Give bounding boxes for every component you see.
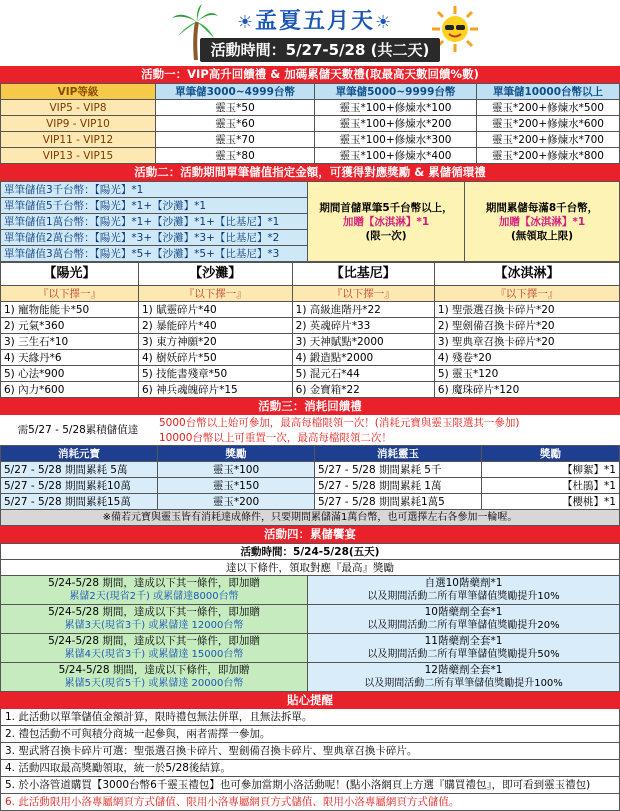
cumulative-table	[0, 543, 620, 692]
reward-option: 3) 三生石*10	[1, 334, 139, 350]
box-line: 期間首儲單筆5千台幣以上，	[319, 201, 453, 214]
table-row	[1, 576, 620, 605]
table-row	[1, 605, 620, 634]
tips-list	[0, 709, 620, 811]
reward-cell: 靈玉*80	[156, 148, 315, 164]
reward-option: 4) 鍛造點*2000	[292, 350, 434, 366]
tip-item: 4. 活動四取最高獎勵領取，統一於5/28後結算。	[0, 760, 620, 777]
tier1-header: 單筆儲3000~4999台幣	[156, 84, 315, 100]
reward-option: 1) 寵物能能卡*50	[1, 302, 139, 318]
reward-option: 5) 心法*900	[1, 366, 139, 382]
cell: 5/27 - 5/28 期間累耗15萬	[1, 494, 158, 510]
deposit-tier: 單筆儲值1萬台幣：【陽光】*1+【沙灘】*1+【比基尼】*1	[1, 214, 308, 230]
cell: 5/27 - 5/28 期間累耗 5千	[315, 462, 482, 478]
single-deposit-table	[0, 181, 620, 262]
cell: 靈玉*100	[158, 462, 315, 478]
reward-option: 1) 聖張選召換卡碎片*20	[434, 302, 619, 318]
reward-title: 【陽光】	[1, 263, 139, 286]
table-row	[1, 100, 620, 116]
table-row	[1, 148, 620, 164]
prize-detail: 以及期間活動二所有單筆儲值獎勵提升100%	[364, 678, 563, 689]
choose-one: 『以下擇一』	[1, 286, 139, 302]
rule-line: 5000台幣以上始可參加，最高每檔限領一次！(消耗元寶與靈玉限選其一參加)	[159, 416, 520, 429]
cell: 5/27 - 5/28 期間累耗10萬	[1, 478, 158, 494]
first-deposit-box	[308, 182, 465, 262]
sec4-condition: 達以下條件，領取對應『最高』獎勵	[1, 560, 620, 576]
reward-option: 3) 天神賦點*2000	[292, 334, 434, 350]
reward-cell: 靈玉*100+修煉水*300	[315, 132, 477, 148]
cell: 5/27 - 5/28 期間累耗1萬5	[315, 494, 482, 510]
vip-header: VIP等級	[1, 84, 156, 100]
reward-option: 5) 靈玉*120	[434, 366, 619, 382]
cond-line: 5/24-5/28 期間，達成以下條件，即加贈	[58, 664, 250, 676]
vip-level: VIP5 - VIP8	[1, 100, 156, 116]
footnote: ※備若元寶與靈玉皆有消耗達成條件，只要期間累儲滿1萬台幣，也可選擇左右各參加一輪喔。	[1, 510, 620, 526]
table-row	[1, 478, 620, 494]
reward-cell: 靈玉*200+修煉水*800	[477, 148, 620, 164]
tip-item: 3. 聖武將召換卡碎片可選：聖張選召換卡碎片、聖劍備召換卡碎片、聖典章召換卡碎片。	[0, 743, 620, 760]
reward-option: 4) 天緣丹*6	[1, 350, 139, 366]
deposit-tier: 單筆儲值2萬台幣：【陽光】*3+【沙灘】*3+【比基尼】*2	[1, 230, 308, 246]
prize-detail: 以及期間活動二所有單筆儲值獎勵提升20%	[367, 620, 560, 631]
prize-detail: 以及期間活動二所有單筆儲值獎勵提升10%	[367, 591, 560, 602]
reward-option: 6) 魔珠碎片*120	[434, 382, 619, 398]
reward-option: 3) 聖典章召換卡碎片*20	[434, 334, 619, 350]
deposit-tier: 單筆儲值3萬台幣：【陽光】*5+【沙灘】*5+【比基尼】*3	[1, 246, 308, 262]
vip-level: VIP13 - VIP15	[1, 148, 156, 164]
reward-option: 2) 暴能碎片*40	[138, 318, 292, 334]
table-row	[1, 116, 620, 132]
section1-bar: 活動一：VIP高升回饋禮 & 加碼累儲天數禮(取最高天數回饋%數)	[0, 66, 620, 83]
deposit-tier: 單筆儲值5千台幣：【陽光】*1+【沙灘】*1	[1, 198, 308, 214]
col-header: 消耗靈玉	[315, 446, 482, 462]
vip-level: VIP11 - VIP12	[1, 132, 156, 148]
reward-cell: 靈玉*100+修煉水*400	[315, 148, 477, 164]
prize-line: 自選10階藥劑*1	[424, 577, 503, 589]
reward-option: 2) 英魂碎片*33	[292, 318, 434, 334]
reward-option: 2) 元氣*360	[1, 318, 139, 334]
choose-one: 『以下擇一』	[292, 286, 434, 302]
prize-line: 12階藥劑全套*1	[424, 664, 503, 676]
cell: 5/27 - 5/28 期間累耗 1萬	[315, 478, 482, 494]
box-line: 期間累儲每滿8千台幣，	[485, 201, 599, 214]
cond-line: 5/24-5/28 期間，達成以下其一條件，即加贈	[48, 577, 260, 589]
event-time: 活動時間：5/27-5/28 (共二天)	[200, 38, 440, 62]
table-row	[1, 494, 620, 510]
cond-line: 5/24-5/28 期間，達成以下其一條件，即加贈	[48, 635, 260, 647]
reward-cell: 靈玉*100+修煉水*200	[315, 116, 477, 132]
col-header: 獎勵	[482, 446, 620, 462]
tip-item: 6. 此活動限用小洛專屬網頁方式儲值、限用小洛專屬網頁方式儲值、限用小洛專屬網頁方式儲值。	[0, 794, 620, 811]
requirement-text: 需5/27 - 5/28累積儲值達	[17, 424, 139, 436]
cond-line: 5/24-5/28 期間，達成以下其一條件，即加贈	[48, 606, 260, 618]
prize-line: 11階藥劑全套*1	[424, 635, 503, 647]
reward-title: 【冰淇淋】	[434, 263, 619, 286]
reward-option: 5) 技能書殘章*50	[138, 366, 292, 382]
vip-table	[0, 83, 620, 164]
box-line: 加贈【冰淇淋】*1	[498, 215, 586, 228]
box-line: (無領取上限)	[510, 229, 574, 242]
prize-detail: 以及期間活動二所有單筆儲值獎勵提升50%	[367, 649, 560, 660]
tip-item: 2. 禮包活動不可與積分商城一起參與，兩者需擇一參加。	[0, 726, 620, 743]
section4-bar: 活動四：累儲饗宴	[0, 526, 620, 543]
cumulative-deposit-box	[465, 182, 620, 262]
reward-option: 6) 神兵魂魄碎片*15	[138, 382, 292, 398]
choose-one: 『以下擇一』	[434, 286, 619, 302]
reward-option: 2) 聖劍備召換卡碎片*20	[434, 318, 619, 334]
reward-title: 【沙灘】	[138, 263, 292, 286]
section2-bar: 活動二：活動期間單筆儲值指定金額，可獲得對應獎勵 & 累儲循環禮	[0, 164, 620, 181]
requirement-label	[0, 415, 156, 445]
cell: 靈玉*150	[158, 478, 315, 494]
table-row	[1, 663, 620, 692]
box-line: 加贈【冰淇淋】*1	[342, 215, 430, 228]
reward-cell: 靈玉*200+修煉水*600	[477, 116, 620, 132]
cond-detail: 累儲4天(現省3千) 或累儲達 15000台幣	[64, 649, 244, 660]
tips-bar: 貼心提醒	[0, 692, 620, 709]
cond-detail: 累儲3天(現省3千) 或累儲達 12000台幣	[64, 620, 244, 631]
tip-item: 1. 此活動以單筆儲值金額計算，限時禮包無法併單，且無法拆單。	[0, 709, 620, 726]
table-row	[1, 634, 620, 663]
col-header: 消耗元寶	[1, 446, 158, 462]
reward-option: 4) 殘卷*20	[434, 350, 619, 366]
vip-level: VIP9 - VIP10	[1, 116, 156, 132]
cond-detail: 累儲5天(現省5千) 或累儲達 20000台幣	[64, 678, 244, 689]
cell: 【柳絮】*1	[482, 462, 620, 478]
cond-detail: 累儲2天(現省2千) 或累儲達8000台幣	[69, 591, 239, 602]
prize-line: 10階藥劑全套*1	[424, 606, 503, 618]
table-row	[1, 462, 620, 478]
box-line: (限一次)	[365, 229, 407, 242]
sec4-time: 活動時間：5/24-5/28(五天)	[1, 544, 620, 560]
reward-option: 1) 賦靈碎片*40	[138, 302, 292, 318]
reward-option: 6) 內力*600	[1, 382, 139, 398]
reward-cell: 靈玉*100+修煉水*100	[315, 100, 477, 116]
reward-option: 6) 金寶箱*22	[292, 382, 434, 398]
col-header: 獎勵	[158, 446, 315, 462]
tier3-header: 單筆儲10000台幣以上	[477, 84, 620, 100]
reward-option: 4) 樹妖碎片*50	[138, 350, 292, 366]
choose-one: 『以下擇一』	[138, 286, 292, 302]
reward-cell: 靈玉*200+修煉水*700	[477, 132, 620, 148]
reward-title: 【比基尼】	[292, 263, 434, 286]
reward-option: 3) 東方神願*20	[138, 334, 292, 350]
consume-intro	[0, 415, 620, 445]
reward-cell: 靈玉*60	[156, 116, 315, 132]
reward-cell: 靈玉*70	[156, 132, 315, 148]
cell: 【櫻桃】*1	[482, 494, 620, 510]
consume-table	[0, 445, 620, 526]
section3-bar: 活動三：消耗回饋禮	[0, 398, 620, 415]
tip-item: 5. 於小洛管道購買【3000台幣6千靈玉禮包】也可參加當期小洛活動呢！(點小洛網頁上方選『購買禮包』，即可看到靈玉禮包)	[0, 777, 620, 794]
cell: 【杜鵑】*1	[482, 478, 620, 494]
header-banner	[0, 0, 620, 66]
reward-cell: 靈玉*50	[156, 100, 315, 116]
tier2-header: 單筆儲5000~9999台幣	[315, 84, 477, 100]
reward-option: 5) 混元石*44	[292, 366, 434, 382]
cell: 5/27 - 5/28 期間累耗 5萬	[1, 462, 158, 478]
cell: 靈玉*200	[158, 494, 315, 510]
table-row	[1, 132, 620, 148]
reward-option: 1) 高級進階丹*22	[292, 302, 434, 318]
deposit-tier: 單筆儲值3千台幣：【陽光】*1	[1, 182, 308, 198]
reward-choice-table	[0, 262, 620, 398]
page-title: ☀孟夏五月天☀	[236, 8, 394, 34]
reward-cell: 靈玉*200+修煉水*500	[477, 100, 620, 116]
rule-line: 10000台幣以上可重置一次，最高每檔限領二次！	[159, 431, 392, 444]
